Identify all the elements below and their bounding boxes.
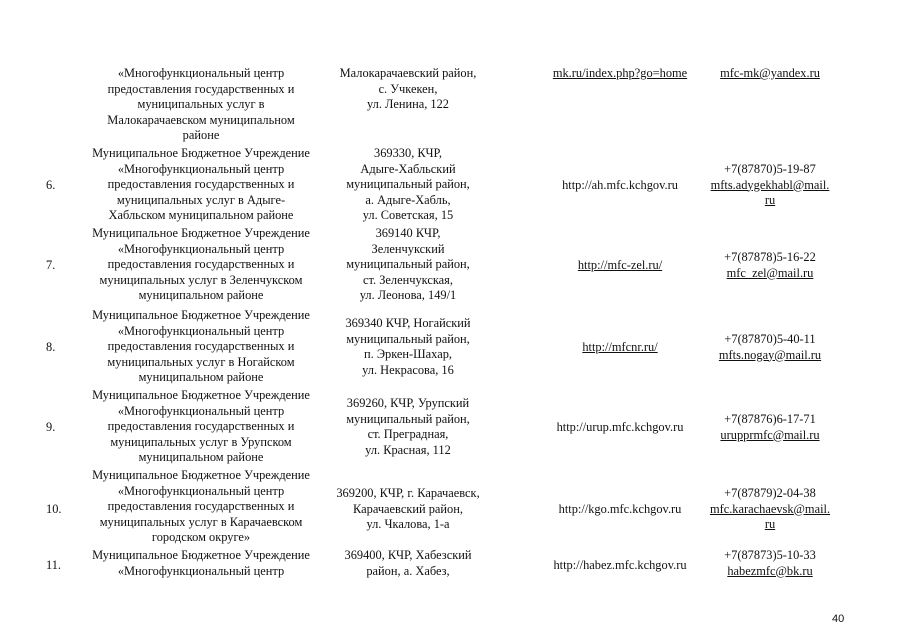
email-link[interactable]: mfc.karachaevsk@mail. — [709, 501, 831, 516]
website-link[interactable]: http://urup.mfc.kchgov.ru — [556, 420, 684, 434]
institution-address: 369260, КЧР, Урупский муниципальный район, ст. Преградная, ул. Красная, 112 — [346, 396, 470, 457]
website-link[interactable]: mk.ru/index.php?go=home — [552, 66, 688, 80]
contact-info — [700, 66, 840, 82]
contact-info — [700, 332, 840, 363]
phone-number: +7(87878)5-16-22 — [724, 250, 816, 264]
website-link[interactable]: http://mfc-zel.ru/ — [577, 258, 663, 272]
contact-info — [700, 412, 840, 443]
row-number: 9. — [46, 420, 56, 434]
row-number: 11. — [46, 558, 62, 572]
phone-number: +7(87876)6-17-71 — [724, 412, 816, 426]
phone-number: +7(87879)2-04-38 — [724, 486, 816, 500]
institution-name: Муниципальное Бюджетное Учреждение «Многофункциональный центр предоставления государственных и муниципальных услуг в Адыге- Хабльском муниципальном районе — [92, 146, 310, 223]
row-number: 10. — [46, 502, 62, 516]
row-number: 6. — [46, 178, 56, 192]
institution-address: 369330, КЧР, Адыге-Хабльский муниципальный район, а. Адыге-Хабль, ул. Советская, 15 — [346, 146, 470, 223]
contact-info — [700, 548, 840, 579]
website-link[interactable]: http://kgo.mfc.kchgov.ru — [558, 502, 682, 516]
institution-name: Муниципальное Бюджетное Учреждение «Многофункциональный центр предоставления государственных и муниципальных услуг в Карачаевском городском округе» — [92, 468, 310, 545]
institution-name: Муниципальное Бюджетное Учреждение «Многофункциональный центр предоставления государственных и муниципальных услуг в Урупском муниципальном районе — [92, 388, 310, 465]
institution-name: «Многофункциональный центр предоставления государственных и муниципальных услуг в Малокарачаевском муниципальном районе — [107, 66, 295, 143]
email-link-continued[interactable]: ru — [764, 517, 776, 532]
phone-number: +7(87873)5-10-33 — [724, 548, 816, 562]
institution-address: 369340 КЧР, Ногайский муниципальный район, п. Эркен-Шахар, ул. Некрасова, 16 — [345, 316, 471, 377]
contact-info — [700, 250, 840, 281]
institution-name: Муниципальное Бюджетное Учреждение «Многофункциональный центр предоставления государственных и муниципальных услуг в Ногайском муниципальном районе — [92, 308, 310, 385]
institution-address: Малокарачаевский район, с. Учкекен, ул. Ленина, 122 — [339, 66, 477, 112]
row-number: 7. — [46, 258, 56, 272]
email-link[interactable]: mfts.nogay@mail.ru — [718, 347, 822, 362]
email-link[interactable]: mfc_zel@mail.ru — [726, 265, 814, 280]
phone-number: +7(87870)5-40-11 — [724, 332, 816, 346]
institution-address: 369400, КЧР, Хабезский район, а. Хабез, — [344, 548, 472, 578]
website-link[interactable]: http://mfcnr.ru/ — [582, 340, 658, 354]
email-link[interactable]: urupprmfc@mail.ru — [720, 427, 820, 442]
email-link[interactable]: mfc-mk@yandex.ru — [720, 66, 820, 80]
contact-info — [700, 162, 840, 209]
email-link[interactable]: habezmfc@bk.ru — [727, 563, 813, 578]
contact-info — [700, 486, 840, 533]
email-link-continued[interactable]: ru — [764, 193, 776, 208]
page-number: 40 — [832, 613, 845, 625]
row-number: 8. — [46, 340, 56, 354]
website-link[interactable]: http://habez.mfc.kchgov.ru — [553, 558, 687, 572]
email-link[interactable]: mfts.adygekhabl@mail. — [710, 177, 830, 192]
institution-address: 369200, КЧР, г. Карачаевск, Карачаевский район, ул. Чкалова, 1-а — [336, 486, 480, 532]
phone-number: +7(87870)5-19-87 — [724, 162, 816, 176]
institution-name: Муниципальное Бюджетное Учреждение «Многофункциональный центр предоставления государственных и муниципальных услуг в Зеленчукском муниципальном районе — [92, 226, 310, 303]
institution-address: 369140 КЧР, Зеленчукский муниципальный район, ст. Зеленчукская, ул. Леонова, 149/1 — [346, 226, 470, 303]
institution-name: Муниципальное Бюджетное Учреждение «Многофункциональный центр — [92, 548, 310, 578]
website-link[interactable]: http://ah.mfc.kchgov.ru — [562, 178, 678, 192]
